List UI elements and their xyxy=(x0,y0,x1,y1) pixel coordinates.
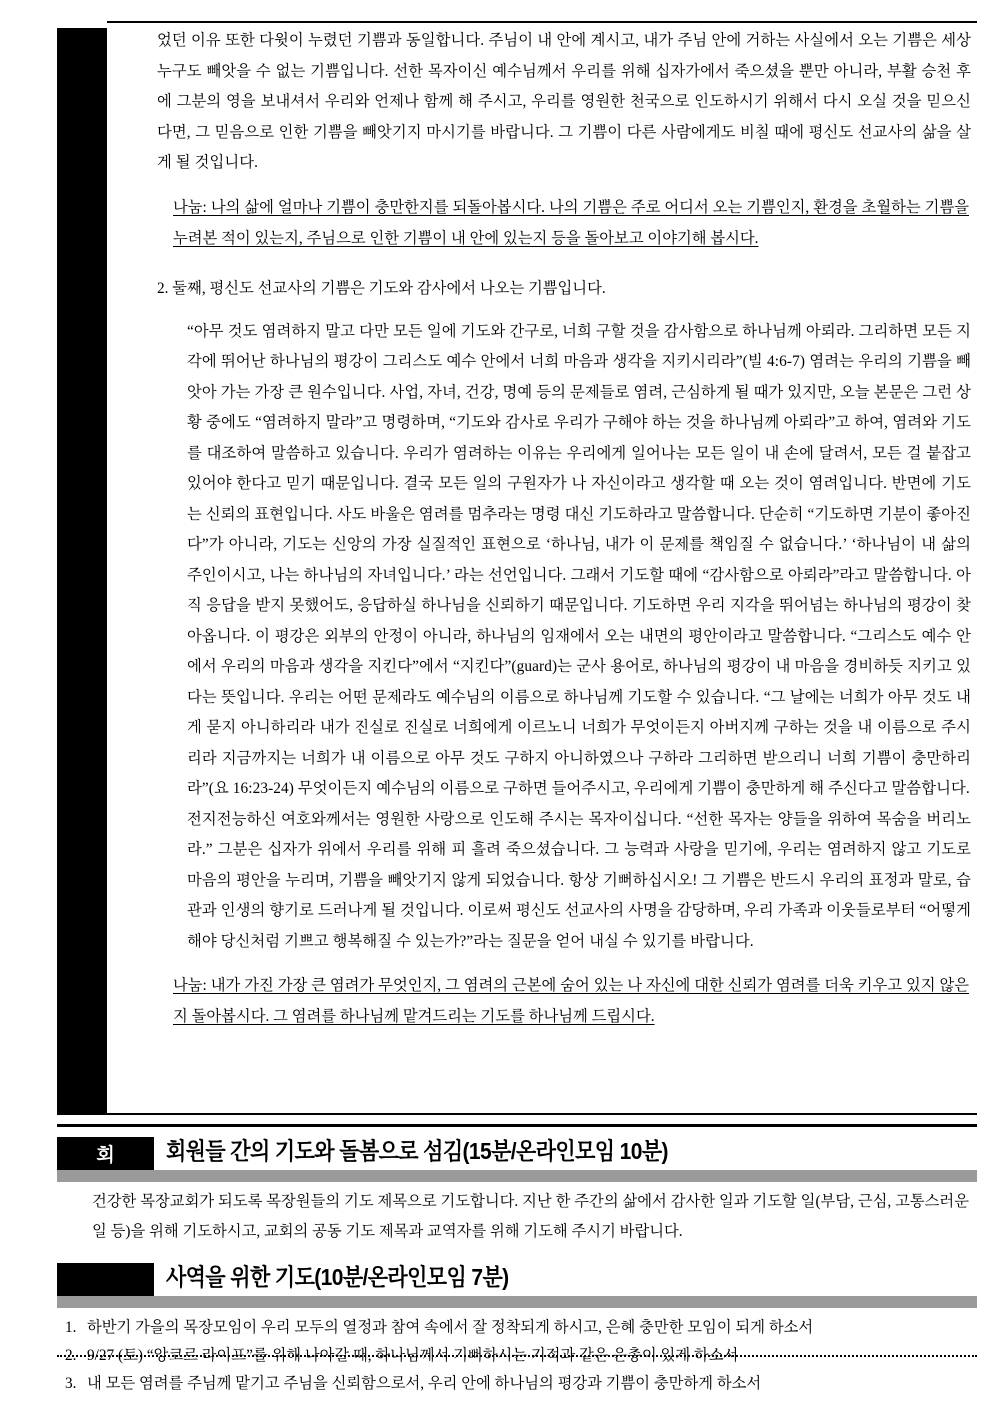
sharing-text-1: 나의 삶에 얼마나 기쁨이 충만한지를 되돌아봅시다. 나의 기쁨은 주로 어디서 오는 기쁨인지, 환경을 초월하는 기쁨을 누려본 적이 있는지, 주님으로 인한 기쁨이 내 안에 있는지 등을 돌아보고 이야기해 봅시다. xyxy=(173,198,969,247)
spacer xyxy=(107,179,979,192)
section-badge-ministry-prayer xyxy=(57,1263,154,1296)
section-title-fellowship: 회원들 간의 기도와 돌봄으로 섬김(15분/온라인모임 10분) xyxy=(166,1138,668,1165)
section-badge-fellowship: 회 xyxy=(57,1137,154,1170)
section-divider-rule-lower xyxy=(57,1124,977,1127)
section-header-ministry-prayer xyxy=(57,1260,977,1296)
sharing-label-1: 나눔: xyxy=(173,198,207,216)
left-black-margin-bar xyxy=(57,28,107,1113)
section-title-ministry-prayer: 사역을 위한 기도(10분/온라인모임 7분) xyxy=(166,1264,509,1291)
spacer xyxy=(57,1247,977,1260)
sharing-block-1 xyxy=(107,192,979,254)
body-text-column xyxy=(107,26,979,1032)
section-gray-band-fellowship xyxy=(57,1170,977,1182)
section-header-fellowship xyxy=(57,1134,977,1170)
bottom-dotted-rule xyxy=(57,1355,977,1357)
top-horizontal-rule xyxy=(107,21,977,23)
sharing-block-2 xyxy=(107,970,979,1032)
paragraph-conclusion: 전지전능하신 여호와께서는 영원한 사랑으로 인도해 주시는 목자이십니다. “선한 목자는 양들을 위하여 목숨을 버리노라.” 그분은 십자가 위에서 우리를 위해 피 흘려 죽으셨습니다. 그 능력과 사랑을 믿기에, 우리는 염려하지 않고 기도로 마음의 평안을 누리며, 기쁨을 빼앗기지 않게 되었습니다. 항상 기뻐하십시오! 그 기쁨은 반드시 우리의 표정과 말로, 습관과 인생의 향기로 드러나게 될 것입니다. 이로써 평신도 선교사의 사명을 감당하며, 우리 가족과 이웃들로부터 “어떻게 해야 당신처럼 기쁘고 행복해질 수 있는가?”라는 질문을 얻어 내실 수 있기를 바랍니다. xyxy=(187,810,971,950)
section-body-fellowship: 건강한 목장교회가 되도록 목장원들의 기도 제목으로 기도합니다. 지난 한 주간의 삶에서 감사한 일과 기도할 일(부담, 근심, 고통스러운 일 등)을 위해 기도하시고, 교회의 공동 기도 제목과 교역자를 위해 기도해 주시기 바랍니다. xyxy=(92,1193,969,1240)
paragraph-scripture-exposition: “아무 것도 염려하지 말고 다만 모든 일에 기도와 간구로, 너희 구할 것을 감사함으로 하나님께 아뢰라. 그리하면 모든 지각에 뛰어난 하나님의 평강이 그리스도 예수 안에서 너희 마음과 생각을 지키시리라”(빌 4:6-7) 염려는 우리의 기쁨을 빼앗아 가는 가장 큰 원수입니다. 사업, 자녀, 건강, 명예 등의 문제들로 염려, 근심하게 될 때가 있지만, 오늘 본문은 그런 상황 중에도 “염려하지 말라”고 명령하며, “기도와 감사로 우리가 구해야 하는 것을 하나님께 아뢰라”고 하여, 염려와 기도를 대조하여 말씀하고 있습니다. 우리가 염려하는 이유는 우리에게 일어나는 모든 일이 내 손에 달려서, 모든 걸 붙잡고 있어야 한다고 믿기 때문입니다. 결국 모든 일의 구원자가 나 자신이라고 생각할 때 오는 것이 염려입니다. 반면에 기도는 신뢰의 표현입니다. 사도 바울은 염려를 멈추라는 명령 대신 기도하라고 말씀합니다. 단순히 “기도하면 기분이 좋아진다”가 아니라, 기도는 신앙의 가장 실질적인 표현으로 ‘하나님, 내가 이 문제를 책임질 수 없습니다.’ ‘하나님이 내 삶의 주인이시고, 나는 하나님의 자녀입니다.’ 라는 선언입니다. 그래서 기도할 때에 “감사함으로 아뢰라”라고 말씀합니다. 아직 응답을 받지 못했어도, 응답하실 하나님을 신뢰하기 때문입니다. 기도하면 우리 지각을 뛰어넘는 하나님의 평강이 찾아옵니다. 이 평강은 외부의 안정이 아니라, 하나님의 임재에서 오는 내면의 평안이라고 말씀합니다. “그리스도 예수 안에서 우리의 마음과 생각을 지킨다”에서 “지킨다”(guard)는 군사 용어로, 하나님의 평강이 내 마음을 경비하듯 지키고 있다는 뜻입니다. 우리는 어떤 문제라도 예수님의 이름으로 하나님께 기도할 수 있습니다. “그 날에는 너희가 아무 것도 내게 묻지 아니하리라 내가 진실로 진실로 너희에게 이르노니 너희가 무엇이든지 아버지께 구하는 것을 내 이름으로 주시리라 지금까지는 너희가 내 이름으로 아무 것도 구하지 아니하였으나 구하라 그리하면 받으리니 너희 기쁨이 충만하리라”(요 16:23-24) 무엇이든지 예수님의 이름으로 구하면 들어주시고, 우리에게 기쁨이 충만하게 해 주신다고 말씀합니다. xyxy=(187,322,971,797)
prayer-request-list xyxy=(57,1308,977,1398)
numbered-point-2: 2. 둘째, 평신도 선교사의 기쁨은 기도와 감사에서 나오는 기쁨입니다. xyxy=(157,279,606,297)
section-gray-band-ministry-prayer xyxy=(57,1296,977,1308)
list-item-text: 내 모든 염려를 주님께 맡기고 주님을 신뢰함으로서, 우리 안에 하나님의 평강과 기쁨이 충만하게 하소서 xyxy=(87,1375,762,1392)
list-item-number: 1. xyxy=(65,1319,77,1336)
bottom-sections xyxy=(57,1134,977,1398)
sharing-label-2: 나눔: xyxy=(173,977,207,994)
list-item-text: 하반기 가을의 목장모임이 우리 모두의 열정과 참여 속에서 잘 정착되게 하시고, 은혜 충만한 모임이 되게 하소서 xyxy=(87,1319,814,1336)
spacer xyxy=(107,254,979,274)
spacer xyxy=(107,304,979,317)
sharing-text-2: 내가 가진 가장 큰 염려가 무엇인지, 그 염려의 근본에 숨어 있는 나 자신에 대한 신뢰가 염려를 더욱 키우고 있지 않은지 돌아봅시다. 그 염려를 하나님께 맡겨드리는 기도를 하나님께 드립시다. xyxy=(173,977,969,1025)
list-item xyxy=(57,1314,977,1342)
list-item-text: 9/27 (토) “앙코르 라이프”를 위해 나아갈 때, 하나님께서 기뻐하시는 기적과 같은 은총이 있게 하소서 xyxy=(87,1347,739,1364)
paragraph-continuation: 었던 이유 또한 다윗이 누렸던 기쁨과 동일합니다. 주님이 내 안에 계시고, 내가 주님 안에 거하는 사실에서 오는 기쁨은 세상 누구도 빼앗을 수 없는 기쁨입니다. 선한 목자이신 예수님께서 우리를 위해 십자가에서 죽으셨을 뿐만 아니라, 부활 승천 후에 그분의 영을 보내셔서 우리와 언제나 함께 해 주시고, 우리를 영원한 천국으로 인도하시기 위해서 다시 오실 것을 믿으신다면, 그 믿음으로 인한 기쁨을 빼앗기지 마시기를 바랍니다. 그 기쁨이 다른 사람에게도 비칠 때에 평신도 선교사의 삶을 살게 될 것입니다. xyxy=(157,32,971,171)
list-item xyxy=(57,1370,977,1398)
list-item-number: 3. xyxy=(65,1375,77,1392)
section-divider-rule-upper xyxy=(57,1113,977,1115)
spacer xyxy=(107,957,979,970)
list-item-number: 2. xyxy=(65,1347,77,1364)
